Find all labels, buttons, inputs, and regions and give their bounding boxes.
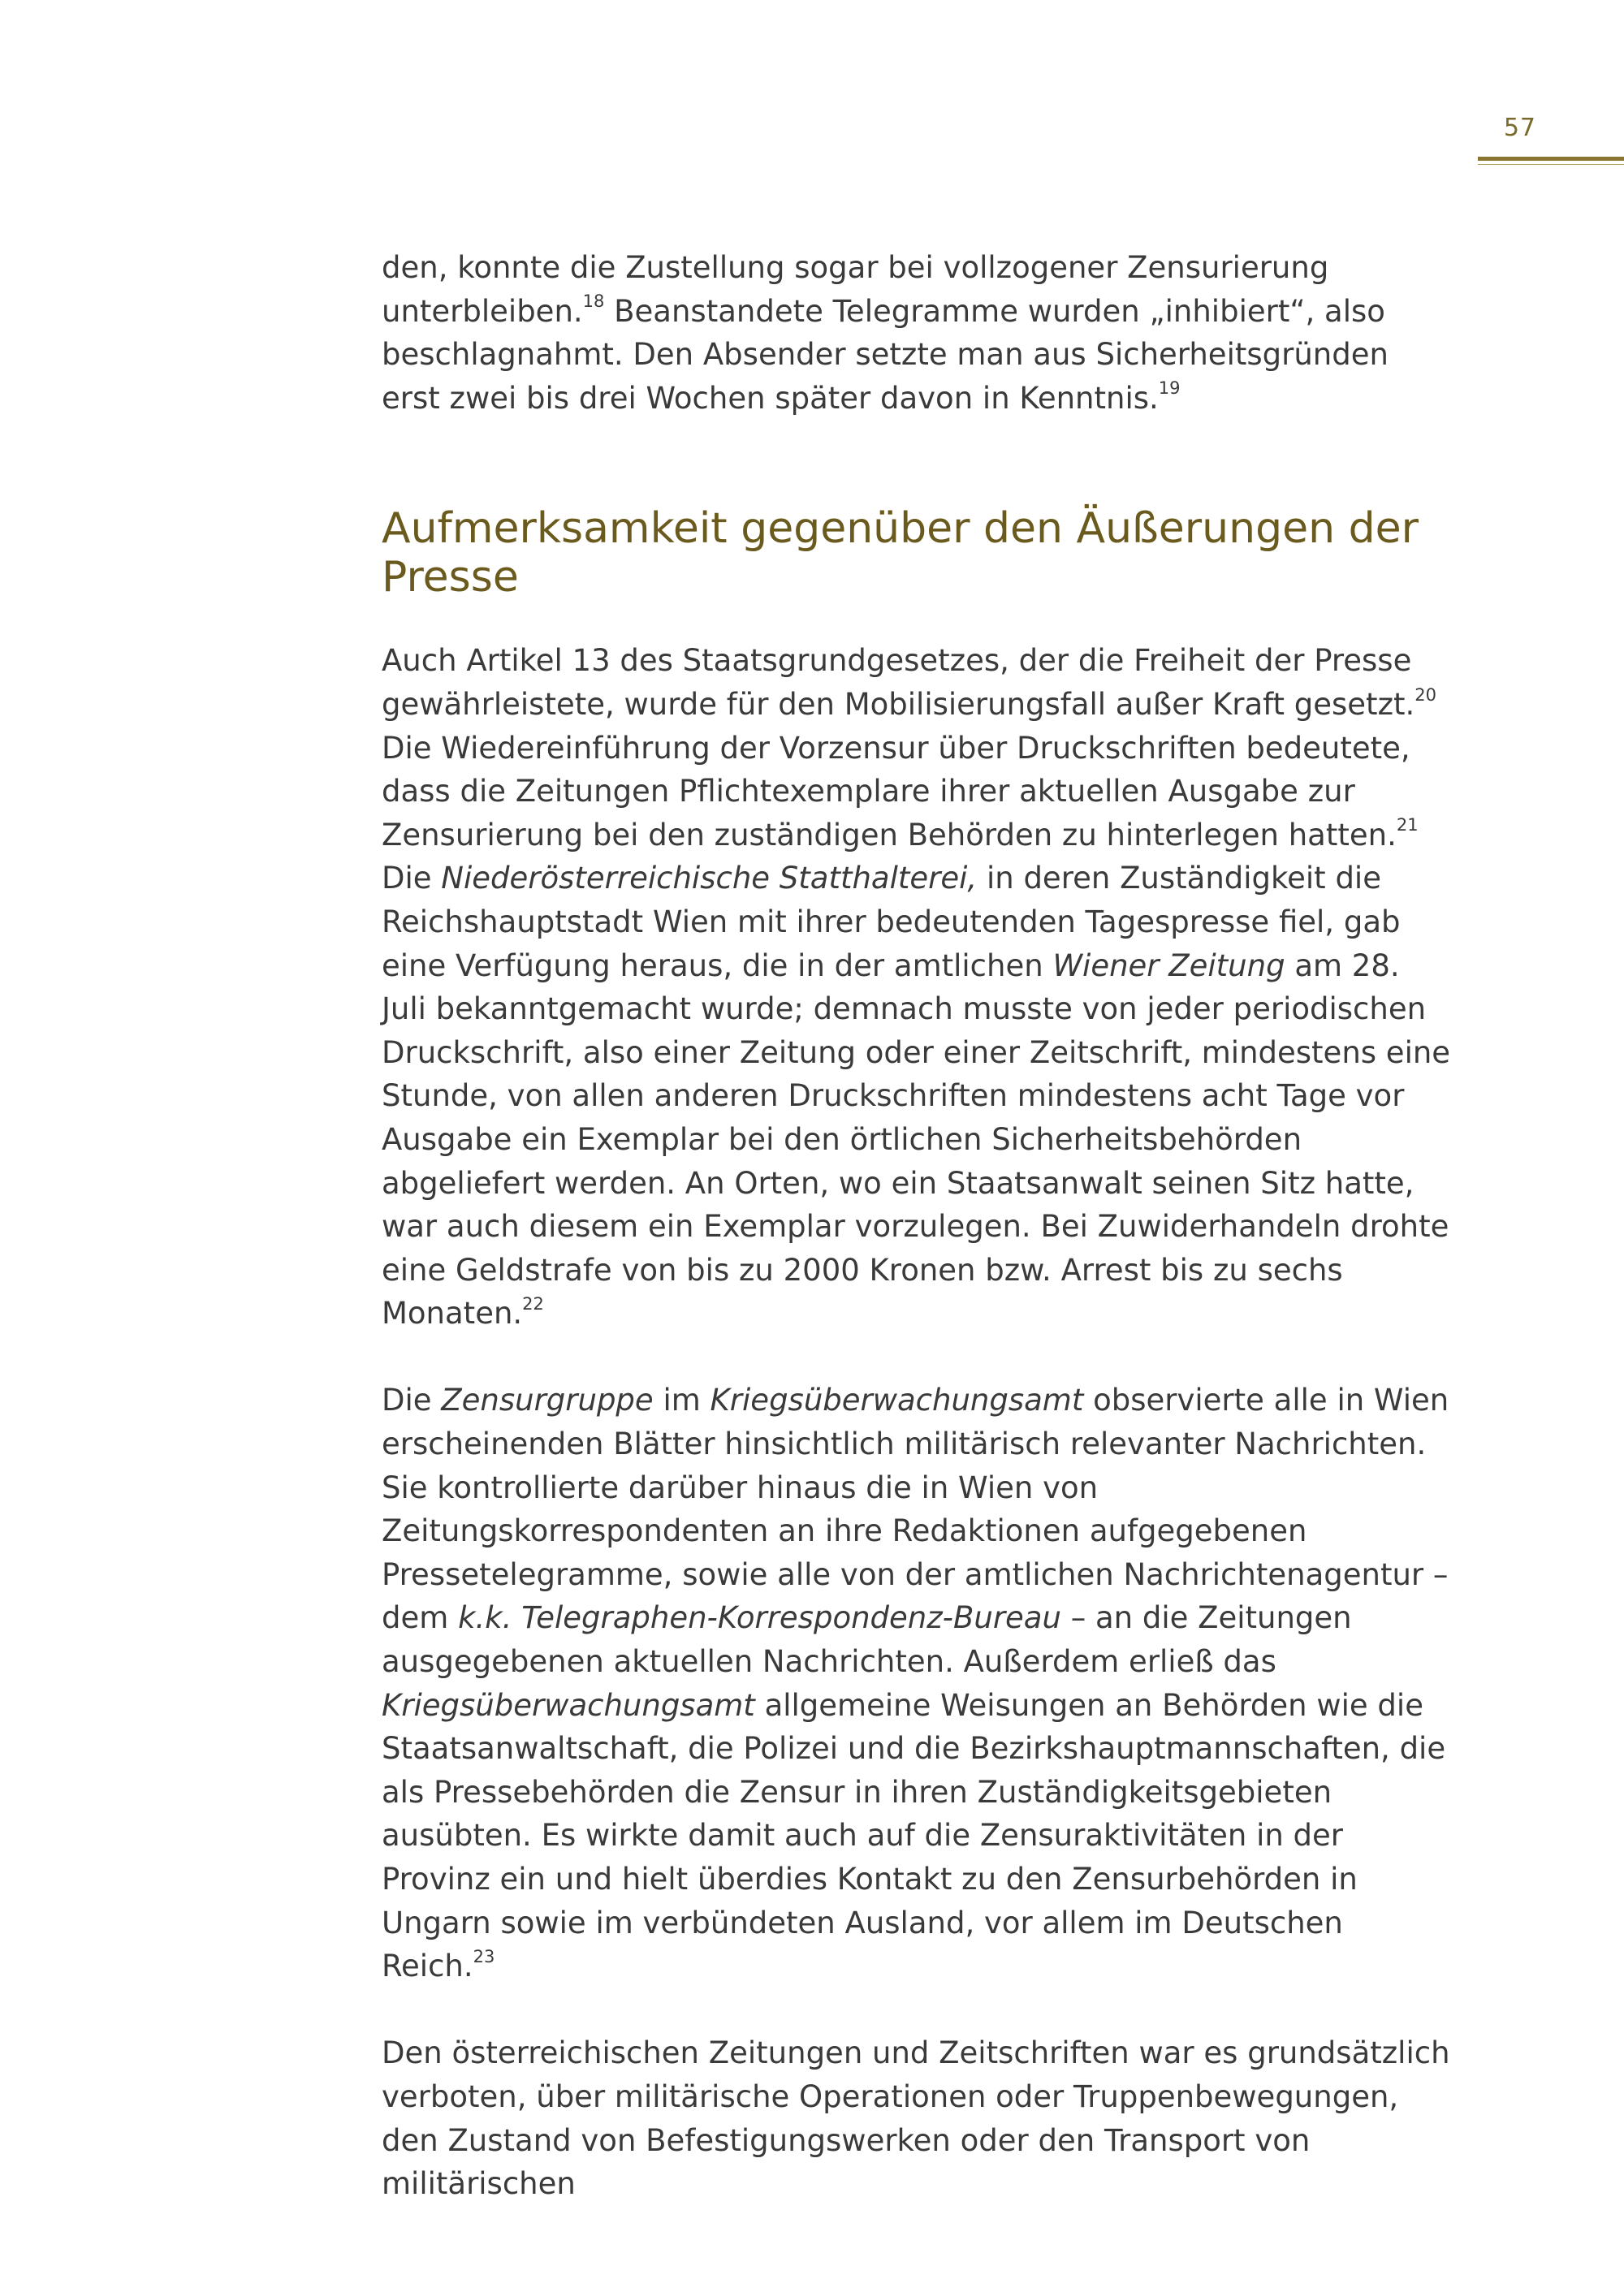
page-number-rule-thin [1478, 164, 1624, 165]
italic-term: Kriegsüberwachungsamt [382, 1687, 755, 1723]
paragraph-text: allgemeine Weisungen an Behörden wie die Staatsanwaltschaft, die Polizei und die Bezirkshauptmannschaften, die als Pressebehörden die Zensur in ihren Zuständigkeitsgebieten ausübten. Es wirkte damit auch auf die Zensuraktivitäten in der Provinz ein und hielt überdies Kontakt zu den Zensurbehörden in Ungarn sowie im verbündeten Ausland, vor allem im Deutschen Reich. [382, 1687, 1446, 1984]
italic-term: Wiener Zeitung [1052, 947, 1285, 983]
page-content [382, 246, 1453, 2206]
paragraph-text: am 28. Juli bekanntgemacht wurde; demnach musste von jeder periodischen Druckschrift, also einer Zeitung oder einer Zeitschrift, mindestens eine Stunde, von allen anderen Druckschriften mindestens acht Tage vor Ausgabe ein Exemplar bei den örtlichen Sicherheitsbehörden abgeliefert werden. An Orten, wo ein Staatsanwalt seinen Sitz hatte, war auch diesem ein Exemplar vorzulegen. Bei Zuwiderhandeln drohte eine Geldstrafe von bis zu 2000 Kronen bzw. Arrest bis zu sechs Monaten. [382, 947, 1451, 1332]
footnote-ref: 23 [473, 1946, 495, 1966]
paragraph-text: Auch Artikel 13 des Staatsgrundgesetzes, der die Freiheit der Presse gewährleistete, wurde für den Mobilisierungsfall außer Kraft gesetzt. [382, 643, 1415, 722]
page-number: 57 [1503, 114, 1536, 142]
italic-term: Kriegsüberwachungsamt [710, 1383, 1084, 1418]
paragraph-text: Die [382, 861, 442, 896]
page-number-rule [1478, 157, 1624, 161]
paragraph-text: den, konnte die Zustellung sogar bei vollzogener Zensurierung unterbleiben. [382, 250, 1329, 329]
italic-term: Niederösterreichische Statthalterei, [441, 861, 978, 896]
footnote-ref: 19 [1158, 378, 1181, 399]
paragraph-press-1 [382, 639, 1453, 1336]
paragraph-text: Die Wiedereinführung der Vorzensur über Druckschriften bedeutete, dass die Zeitungen Pflichtexemplare ihrer aktuellen Ausgabe zur Zensurierung bei den zuständigen Behörden zu hinterlegen hatten. [382, 730, 1410, 852]
paragraph-text: observierte alle in Wien erscheinenden Blätter hinsichtlich militärisch relevanter Nachrichten. Sie kontrollierte darüber hinaus die in Wien von Zeitungskorrespondenten an ihre Redaktionen aufgegebenen Pressetelegramme, sowie alle von der amtlichen Nachrichtenagentur – dem [382, 1383, 1449, 1636]
paragraph-text: Beanstandete Telegramme wurden „inhibiert“, also beschlagnahmt. Den Absender setzte man aus Sicherheitsgründen erst zwei bis drei Wochen später davon in Kenntnis. [382, 293, 1389, 416]
italic-term: Zensurgruppe [441, 1383, 654, 1418]
italic-term: k.k. Telegraphen-Korrespondenz-Bureau [458, 1600, 1061, 1636]
footnote-ref: 21 [1396, 815, 1419, 835]
footnote-ref: 22 [522, 1293, 544, 1314]
section-heading: Aufmerksamkeit gegenüber den Äußerungen der Presse [382, 504, 1419, 602]
footnote-ref: 18 [582, 291, 605, 312]
footnote-ref: 20 [1415, 684, 1436, 705]
paragraph-text: Den österreichischen Zeitungen und Zeitschriften war es grundsätzlich verboten, über militärische Operationen oder Truppenbewegungen, den Zustand von Befestigungswerken oder den Transport von militärischen [382, 2035, 1450, 2202]
paragraph-press-2 [382, 1379, 1453, 1988]
paragraph-press-3 [382, 2031, 1453, 2205]
paragraph-text: Die [382, 1383, 442, 1418]
paragraph-text: im [653, 1383, 710, 1418]
paragraph-text: in deren Zuständigkeit die Reichshauptstadt Wien mit ihrer bedeutenden Tagespresse fiel, gab eine Verfügung heraus, die in der amtlichen [382, 861, 1401, 983]
paragraph-intro [382, 246, 1453, 420]
paragraph-text: – an die Zeitungen ausgegebenen aktuellen Nachrichten. Außerdem erließ das [382, 1600, 1352, 1680]
